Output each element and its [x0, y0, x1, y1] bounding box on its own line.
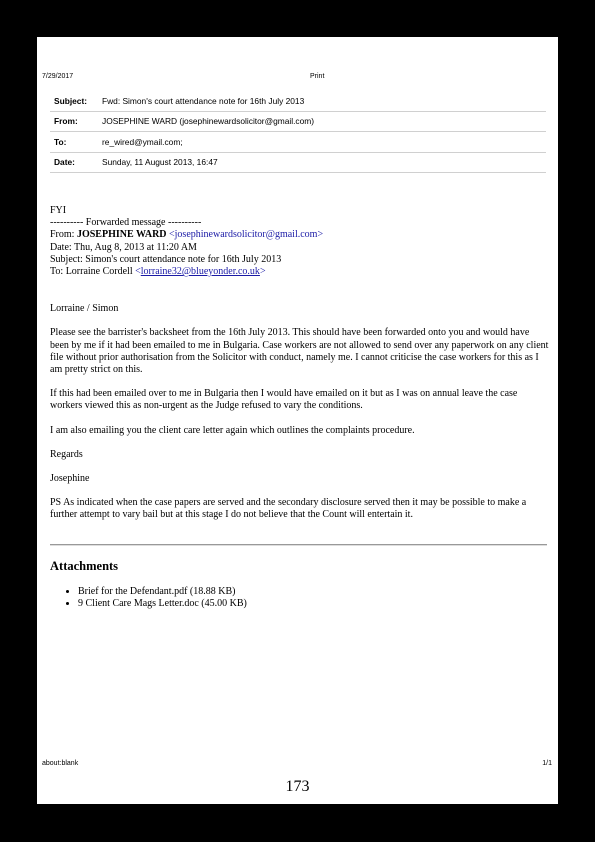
forward-separator: ---------- Forwarded message ----------: [50, 217, 202, 229]
to-email-close: >: [259, 266, 266, 278]
from-name: JOSEPHINE WARD: [76, 229, 167, 241]
attachment-item[interactable]: • 9 Client Care Mags Letter.doc (45.00 KB): [78, 598, 247, 610]
header-label: Date:: [54, 157, 75, 168]
from-label: From:: [50, 229, 77, 241]
to-email-open: <: [135, 266, 141, 278]
header-value: JOSEPHINE WARD (josephinewardsolicitor@gmail.com): [102, 116, 315, 127]
paragraph-2: If this had been emailed over to me in Bulgaria then I would have emailed on it but as I was on annual leave the case workers viewed this as non-urgent as the Judge refused to vary the conditions.: [50, 388, 518, 412]
header-row-subject: [50, 91, 546, 112]
postscript: PS As indicated when the case papers are served and the secondary disclosure served then it may be possible to make a further attempt to vary bail but at this stage I do not believe that the Count will entertain it.: [50, 497, 527, 521]
to-email-link[interactable]: lorraine32@blueyonder.co.uk: [140, 266, 260, 278]
header-value: Sunday, 11 August 2013, 16:47: [102, 157, 218, 168]
header-label: To:: [54, 136, 67, 147]
forward-from-line: [50, 229, 550, 241]
forward-to-line: [50, 266, 550, 278]
paragraph-1: Please see the barrister's backsheet from the 16th July 2013. This should have been forwarded onto you and would have been by me if it had been emailed to me in Bulgaria. Case workers are not allowed to send over any paperwork on any client file without prior authorisation from the Solicitor with conduct, namely me. I cannot criticise the case workers for this as I am pretty strict on this.: [50, 327, 549, 376]
header-label: From:: [54, 116, 78, 127]
paragraph-3: I am also emailing you the client care letter again which outlines the complaints procedure.: [50, 424, 415, 436]
print-date: 7/29/2017: [42, 73, 74, 80]
attachment-item[interactable]: • Brief for the Defendant.pdf (18.88 KB): [78, 586, 247, 598]
header-row-from: [50, 112, 546, 133]
print-title: Print: [310, 73, 325, 80]
printed-page: [37, 37, 558, 804]
signature: Josephine: [50, 473, 90, 485]
email-body: [50, 205, 550, 522]
print-footer-page: 1/1: [542, 760, 552, 767]
divider: [50, 544, 547, 546]
attachments-title: Attachments: [50, 559, 119, 573]
forward-subject-line: Subject: Simon's court attendance note for 16th July 2013: [50, 253, 282, 265]
from-email-link[interactable]: <josephinewardsolicitor@gmail.com>: [169, 229, 324, 241]
header-value: Fwd: Simon's court attendance note for 16th July 2013: [102, 95, 305, 106]
fyi-text: FYI: [50, 205, 67, 216]
page-number: 173: [285, 778, 310, 795]
header-row-date: [50, 153, 546, 174]
forward-date-line: Date: Thu, Aug 8, 2013 at 11:20 AM: [50, 241, 197, 253]
attachments-list: [65, 586, 247, 611]
header-row-to: [50, 132, 546, 153]
regards: Regards: [50, 448, 83, 460]
to-label: To: Lorraine Cordell: [50, 266, 136, 278]
print-footer-url: about:blank: [42, 760, 79, 767]
salutation: Lorraine / Simon: [50, 303, 119, 315]
email-header-table: [50, 91, 546, 173]
header-value: re_wired@ymail.com;: [102, 136, 183, 147]
header-label: Subject:: [54, 95, 88, 106]
